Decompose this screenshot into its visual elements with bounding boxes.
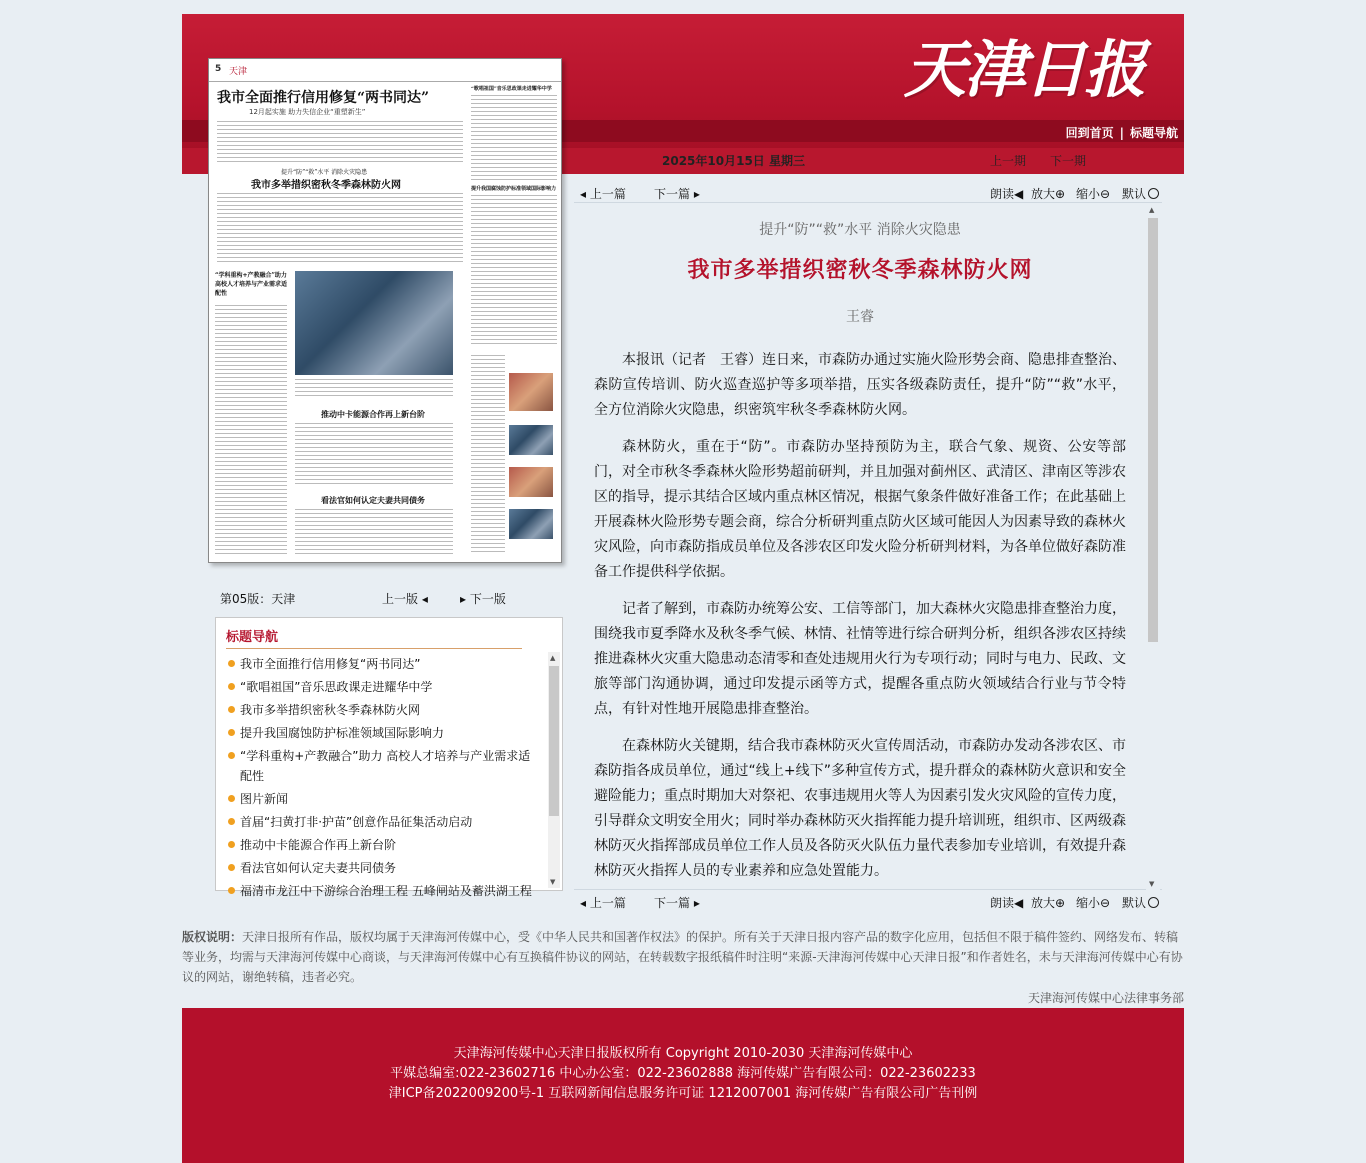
thumb-article-headline[interactable]: 推动中卡能源合作再上新台阶 — [321, 409, 425, 419]
title-nav-item-label: “歌唱祖国”音乐思政课走进耀华中学 — [240, 680, 433, 694]
minus-circle-icon: ⊖ — [1100, 187, 1111, 201]
scrollbar-thumb[interactable] — [549, 666, 559, 816]
article-kicker: 提升“防”“救”水平 消除火灾隐患 — [759, 222, 961, 238]
nav-divider: | — [1119, 126, 1124, 140]
caret-right-icon: ▸ — [693, 896, 700, 910]
bullet-icon — [228, 795, 235, 802]
title-nav-item[interactable] — [228, 723, 538, 743]
article-scrollbar[interactable] — [1146, 204, 1160, 890]
thumb-text-block — [295, 423, 453, 485]
copyright-text: 天津日报所有作品，版权均属于天津海河传媒中心，受《中华人民共和国著作权法》的保护。所有关于天津日报内容产品的数字化应用，包括但不限于稿件签约、网络发布、转稿等业务，均需与天津海河传媒中心商谈，与天津海河传媒中心有互换稿件协议的网站，在转载数字报纸稿件时注明“来源-天津海河传媒中心天津日报”和作者姓名，未与天津海河传媒中心有协议的网站，谢绝转稿，违者必究。 — [182, 930, 1183, 984]
prev-article-label: 上一篇 — [589, 187, 626, 201]
prev-article-button[interactable] — [580, 894, 626, 911]
article-paragraph: 在森林防火关键期，结合我市森林防灭火宣传周活动，市森防办发动各涉农区、市森防指各成员单位，通过“线上+线下”多种宣传方式，提升群众的森林防火意识和安全避险能力；重点时期加大对祭祀、农事违规用火等人为因素引发火灾风险的宣传力度，引导群众文明安全用火；同时举办森林防灭火指挥能力提升培训班，组织市、区两级森林防灭火指挥部成员单位工作人员及各防灭火队伍力量代表参加专业培训，有效提升森林防灭火指挥人员的专业素养和应急处置能力。 — [594, 738, 1126, 879]
thumb-article-headline[interactable]: 看法官如何认定夫妻共同债务 — [321, 495, 425, 505]
zoom-in-button[interactable] — [1031, 894, 1065, 911]
title-nav-list — [228, 654, 538, 898]
caret-right-icon: ▸ — [693, 187, 700, 201]
article-paragraph: 森林防火，重在于“防”。市森防办坚持预防为主，联合气象、规资、公安等部门，对全市秋冬季森林火险形势超前研判，并且加强对蓟州区、武清区、津南区等涉农区的指导，提示其结合区域内重点林区情况，根据气象条件做好准备工作；在此基础上开展森林火险形势专题会商，综合分析研判重点防火区域可能因人为因素导致的森林火灾风险，向市森防指成员单位及各涉农区印发火险分析研判材料，为各单位做好森防准备工作提供科学依据。 — [594, 439, 1126, 580]
thumb-photo — [295, 271, 453, 375]
speaker-icon: ◀ — [1014, 896, 1024, 910]
thumb-text-block — [295, 509, 453, 557]
page-thumbnail[interactable] — [208, 58, 562, 563]
thumb-right-headline[interactable]: “歌唱祖国”音乐思政课走进耀华中学 — [471, 86, 552, 92]
thumb-caption-lines — [295, 379, 453, 399]
next-page-label: 下一版 — [469, 592, 506, 606]
default-size-button[interactable] — [1122, 894, 1159, 911]
thumb-text-block — [217, 121, 463, 165]
footer — [182, 1008, 1184, 1163]
title-nav-item-label: “学科重构+产教融合”助力 高校人才培养与产业需求适配性 — [240, 749, 531, 783]
bullet-icon — [228, 752, 235, 759]
issue-date: 2025年10月15日 星期三 — [662, 154, 805, 168]
thumb-side-headline[interactable]: “学科重构+产教融合”助力高校人才培养与产业需求适配性 — [215, 272, 288, 297]
article-content — [594, 203, 1126, 896]
prev-page-label: 上一版 — [382, 592, 419, 606]
bullet-icon — [228, 683, 235, 690]
next-issue-link[interactable]: 下一期 — [1050, 154, 1087, 168]
top-nav — [1066, 124, 1178, 141]
scroll-down-icon[interactable]: ▼ — [1149, 880, 1155, 888]
next-article-button[interactable] — [654, 185, 700, 202]
next-article-button[interactable] — [654, 894, 700, 911]
thumb-text-block — [471, 95, 557, 181]
caret-right-icon: ▸ — [460, 592, 467, 606]
title-nav-item[interactable] — [228, 789, 538, 809]
title-nav-item[interactable] — [228, 835, 538, 855]
minus-circle-icon: ⊖ — [1100, 896, 1111, 910]
thumb-photo — [509, 425, 553, 455]
title-nav-item[interactable] — [228, 858, 538, 878]
thumb-headline[interactable]: 我市全面推行信用修复“两书同达” — [217, 90, 430, 106]
bullet-icon — [228, 887, 235, 894]
bullet-icon — [228, 660, 235, 667]
article-toolbar-bottom — [576, 892, 1184, 912]
scroll-up-icon[interactable]: ▲ — [550, 654, 556, 662]
title-nav-panel — [215, 617, 563, 898]
prev-issue-link[interactable]: 上一期 — [990, 154, 1027, 168]
footer-line: 平媒总编室:022-23602716 中心办公室：022-23602888 海河传媒广告有限公司：022-23602233 — [390, 1066, 976, 1081]
thumb-photo — [509, 509, 553, 539]
default-size-button[interactable] — [1122, 185, 1159, 202]
article-panel — [574, 202, 1162, 890]
prev-article-label: 上一篇 — [589, 896, 626, 910]
thumb-text-block — [215, 305, 287, 555]
scrollbar-thumb[interactable] — [1148, 218, 1158, 642]
read-aloud-button[interactable] — [990, 185, 1023, 202]
read-aloud-button[interactable] — [990, 894, 1023, 911]
plus-circle-icon: ⊕ — [1055, 187, 1066, 201]
thumb-page-number: 5 — [215, 64, 222, 74]
thumb-text-block — [471, 195, 557, 345]
article-title: 我市多举措织密秋冬季森林防火网 — [687, 258, 1033, 283]
article-author: 王睿 — [846, 309, 874, 325]
title-nav-item-label: 首届“扫黄打非·护苗”创意作品征集活动启动 — [240, 815, 473, 829]
next-page-link[interactable] — [460, 590, 506, 607]
title-nav-item-label: 我市多举措织密秋冬季森林防火网 — [240, 703, 421, 717]
copyright-notice — [182, 927, 1184, 987]
speaker-icon: ◀ — [1014, 187, 1024, 201]
thumb-header — [209, 59, 561, 82]
caret-left-icon: ◂ — [580, 896, 587, 910]
bullet-icon — [228, 841, 235, 848]
issue-nav — [990, 152, 1110, 169]
zoom-out-label: 缩小 — [1076, 187, 1101, 201]
thumb-photo — [509, 467, 553, 497]
default-label: 默认 — [1122, 187, 1147, 201]
title-nav-item[interactable] — [228, 812, 538, 832]
zoom-in-label: 放大 — [1031, 896, 1056, 910]
bullet-icon — [228, 706, 235, 713]
zoom-out-label: 缩小 — [1076, 896, 1101, 910]
title-nav-link[interactable]: 标题导航 — [1129, 126, 1178, 140]
next-article-label: 下一篇 — [654, 187, 691, 201]
prev-page-link[interactable] — [382, 590, 428, 607]
home-link[interactable]: 回到首页 — [1065, 126, 1114, 140]
page-label: 第05版：天津 — [220, 592, 296, 606]
bullet-icon — [228, 864, 235, 871]
thumb-kicker: 提升“防”“救”水平 消除火灾隐患 — [281, 169, 368, 176]
read-label: 朗读 — [990, 896, 1015, 910]
thumb-section: 天津 — [229, 67, 248, 77]
title-nav-item[interactable] — [228, 654, 538, 674]
title-nav-scrollbar[interactable] — [548, 652, 560, 888]
law-office: 天津海河传媒中心法律事务部 — [1027, 991, 1184, 1005]
read-label: 朗读 — [990, 187, 1015, 201]
plus-circle-icon: ⊕ — [1055, 896, 1066, 910]
title-nav-item[interactable] — [228, 746, 538, 786]
scroll-down-icon[interactable]: ▼ — [550, 878, 556, 886]
title-nav-heading: 标题导航 — [226, 626, 522, 649]
article-toolbar-top — [576, 183, 1184, 203]
newspaper-logo: 天津日报 — [904, 33, 1145, 106]
page-container — [182, 14, 1184, 1163]
thumb-text-block — [217, 193, 463, 265]
title-nav-item[interactable] — [228, 881, 538, 901]
zoom-in-label: 放大 — [1031, 187, 1056, 201]
article-paragraph: 本报讯（记者 王睿）连日来，市森防办通过实施火险形势会商、隐患排查整治、森防宣传培训、防火巡查巡护等多项举措，压实各级森防责任，提升“防”“救”水平，全方位消除火灾隐患，织密筑牢秋冬季森林防火网。 — [594, 352, 1126, 418]
thumb-text-block — [471, 355, 505, 555]
title-nav-item-label: 我市全面推行信用修复“两书同达” — [240, 657, 421, 671]
prev-article-button[interactable] — [580, 185, 626, 202]
thumb-photo — [509, 373, 553, 411]
zoom-out-button[interactable] — [1076, 185, 1110, 202]
caret-left-icon: ◂ — [421, 592, 428, 606]
title-nav-item[interactable] — [228, 677, 538, 697]
title-nav-item-label: 图片新闻 — [240, 792, 289, 806]
article-paragraph: 记者了解到，市森防办统筹公安、工信等部门，加大森林火灾隐患排查整治力度，围绕我市夏季降水及秋冬季气候、林情、社情等进行综合研判分析，组织各涉农区持续推进森林火灾重大隐患动态清零和查处违规用火行为专项行动；同时与电力、民政、文旅等部门沟通协调，通过印发提示函等方式，提醒各重点防火领域结合行业与节令特点，有针对性地开展隐患排查整治。 — [594, 601, 1126, 717]
title-nav-item-label: 推动中卡能源合作再上新台阶 — [240, 838, 397, 852]
zoom-in-button[interactable] — [1031, 185, 1065, 202]
footer-line: 津ICP备2022009200号-1 互联网新闻信息服务许可证 1212007001 海河传媒广告有限公司广告刊例 — [388, 1086, 978, 1101]
thumb-article-headline[interactable]: 我市多举措织密秋冬季森林防火网 — [251, 180, 401, 191]
title-nav-item[interactable] — [228, 700, 538, 720]
thumb-headline-sub: 12月起实施 助力失信企业“重塑新生” — [249, 108, 366, 116]
bullet-icon — [228, 818, 235, 825]
next-article-label: 下一篇 — [654, 896, 691, 910]
scroll-up-icon[interactable]: ▲ — [1149, 206, 1155, 214]
default-label: 默认 — [1122, 896, 1147, 910]
zoom-out-button[interactable] — [1076, 894, 1110, 911]
title-nav-item-label: 提升我国腐蚀防护标准领域国际影响力 — [240, 726, 445, 740]
title-nav-item-label: 看法官如何认定夫妻共同债务 — [240, 861, 397, 875]
title-nav-item-label: 福清市龙江中下游综合治理工程 五峰闸站及蓄洪湖工程 — [240, 884, 532, 898]
copyright-label: 版权说明： — [182, 930, 243, 944]
thumb-right-headline[interactable]: 提升我国腐蚀防护标准领域国际影响力 — [471, 186, 557, 192]
circle-icon — [1148, 897, 1159, 908]
footer-line: 天津海河传媒中心天津日报版权所有 Copyright 2010-2030 天津海河传媒中心 — [453, 1046, 913, 1061]
caret-left-icon: ◂ — [580, 187, 587, 201]
article-body — [594, 348, 1126, 884]
circle-icon — [1148, 188, 1159, 199]
bullet-icon — [228, 729, 235, 736]
